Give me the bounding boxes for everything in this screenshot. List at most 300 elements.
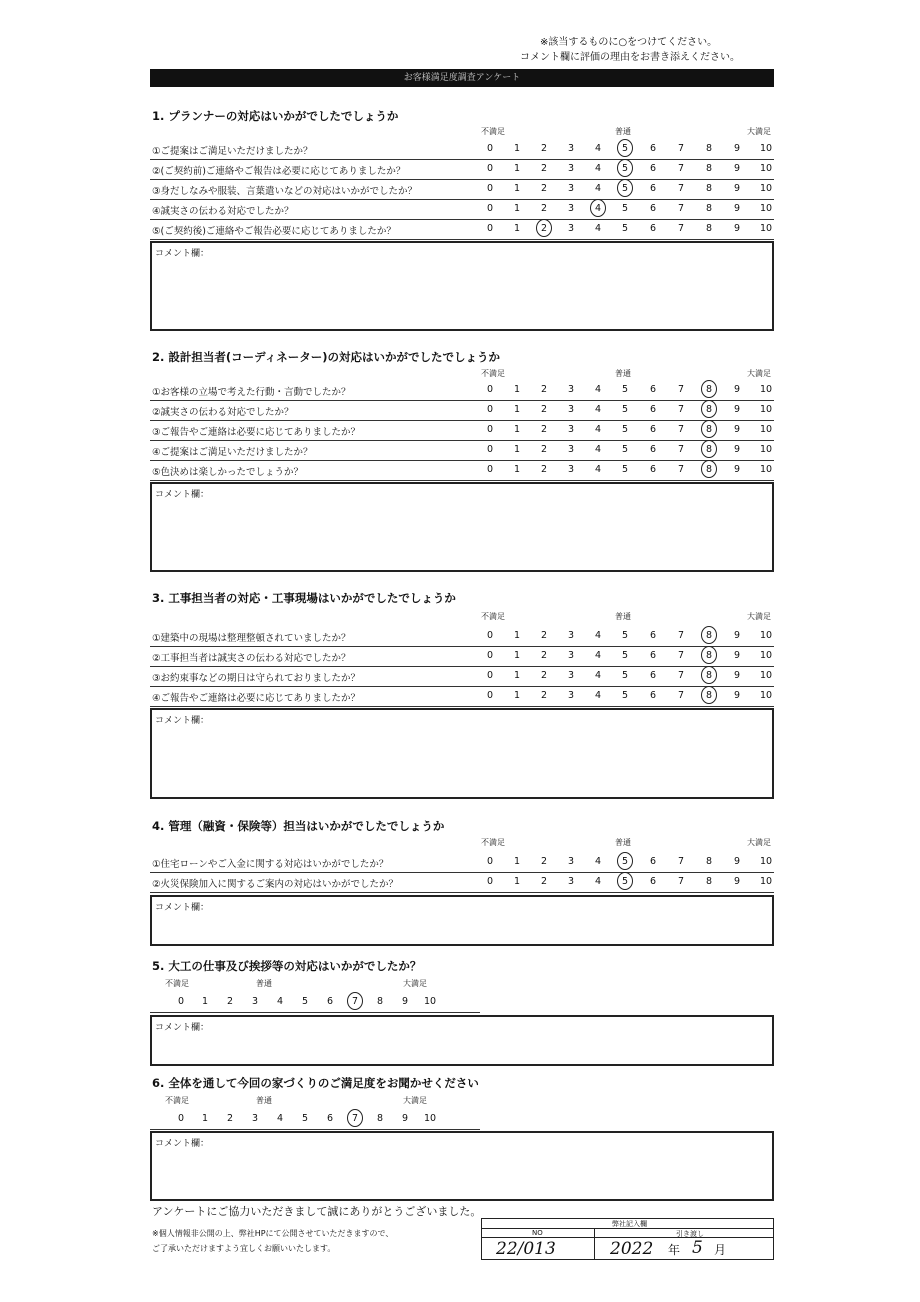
rating-option-0[interactable]: 0 — [486, 690, 494, 701]
question-row — [150, 159, 774, 180]
rating-option-1[interactable]: 1 — [513, 464, 521, 475]
rating-option-7[interactable]: 7 — [677, 163, 685, 174]
scale-label-high: 大満足 — [747, 838, 771, 847]
rating-option-7[interactable]: 7 — [677, 424, 685, 435]
rating-option-10[interactable]: 10 — [759, 690, 773, 701]
rating-option-6[interactable]: 6 — [649, 183, 657, 194]
selected-rating-circle — [617, 852, 633, 870]
rating-option-0[interactable]: 0 — [486, 163, 494, 174]
rating-option-2[interactable]: 2 — [226, 1113, 234, 1124]
rating-option-8[interactable]: 8 — [376, 996, 384, 1007]
section-2-title: 2. 設計担当者(コーディネーター)の対応はいかがでしたでしょうか — [152, 350, 500, 364]
rating-option-5[interactable]: 5 — [621, 183, 629, 194]
comment-label: コメント欄： — [155, 903, 210, 913]
rating-option-9[interactable]: 9 — [733, 143, 741, 154]
rating-option-0[interactable]: 0 — [486, 876, 494, 887]
rating-option-4[interactable]: 4 — [276, 1113, 284, 1124]
handover-month: 5 — [692, 1238, 703, 1258]
rating-option-8[interactable]: 8 — [705, 630, 713, 641]
comment-label: コメント欄： — [155, 1139, 210, 1149]
rating-option-2[interactable]: 2 — [540, 670, 548, 681]
question-text: ②(ご契約前)ご連絡やご報告は必要に応じてありましたか？ — [152, 166, 406, 177]
question-row — [150, 852, 774, 873]
question-text: ①お客様の立場で考えた行動・言動でしたか？ — [152, 387, 351, 398]
question-row — [150, 420, 774, 441]
rating-option-8[interactable]: 8 — [705, 444, 713, 455]
rating-option-2[interactable]: 2 — [540, 630, 548, 641]
rating-option-1[interactable]: 1 — [513, 163, 521, 174]
rating-option-6[interactable]: 6 — [326, 1113, 334, 1124]
rating-option-10[interactable]: 10 — [759, 630, 773, 641]
rating-option-2[interactable]: 2 — [540, 404, 548, 415]
rating-option-10[interactable]: 10 — [759, 183, 773, 194]
rating-option-2[interactable]: 2 — [540, 856, 548, 867]
rating-option-3[interactable]: 3 — [567, 183, 575, 194]
rating-option-4[interactable]: 4 — [594, 690, 602, 701]
rating-option-10[interactable]: 10 — [759, 143, 773, 154]
scale-label-low: 不満足 — [481, 369, 505, 378]
rating-option-8[interactable]: 8 — [705, 670, 713, 681]
rating-option-1[interactable]: 1 — [513, 630, 521, 641]
question-text: ④誠実さの伝わる対応でしたか？ — [152, 206, 294, 217]
rating-option-1[interactable]: 1 — [201, 996, 209, 1007]
section-4-comment-box[interactable] — [150, 895, 774, 946]
rating-option-10[interactable]: 10 — [759, 876, 773, 887]
question-text: ⑤色決めは楽しかったでしょうか？ — [152, 467, 304, 478]
rating-option-8[interactable]: 8 — [705, 384, 713, 395]
question-row — [150, 872, 774, 893]
rating-option-6[interactable]: 6 — [649, 143, 657, 154]
scale-label-low: 不満足 — [165, 1096, 189, 1105]
rating-option-9[interactable]: 9 — [401, 996, 409, 1007]
rating-option-3[interactable]: 3 — [567, 464, 575, 475]
rating-option-4[interactable]: 4 — [594, 650, 602, 661]
rating-option-8[interactable]: 8 — [705, 856, 713, 867]
scale-label-high: 大満足 — [747, 369, 771, 378]
rating-option-0[interactable]: 0 — [486, 223, 494, 234]
scale-label-mid: 普通 — [615, 369, 631, 378]
rating-option-9[interactable]: 9 — [733, 650, 741, 661]
rating-option-10[interactable]: 10 — [759, 856, 773, 867]
rating-option-0[interactable]: 0 — [486, 650, 494, 661]
scale-label-mid: 普通 — [256, 979, 272, 988]
rating-option-5[interactable]: 5 — [621, 670, 629, 681]
rating-option-4[interactable]: 4 — [594, 384, 602, 395]
section-1-comment-box[interactable] — [150, 241, 774, 331]
section-6-comment-box[interactable] — [150, 1131, 774, 1201]
selected-rating-circle — [701, 626, 717, 644]
rating-option-4[interactable]: 4 — [594, 630, 602, 641]
rating-option-1[interactable]: 1 — [513, 876, 521, 887]
rating-option-9[interactable]: 9 — [733, 203, 741, 214]
rating-option-2[interactable]: 2 — [226, 996, 234, 1007]
rating-option-6[interactable]: 6 — [649, 424, 657, 435]
handover-year: 2022 — [610, 1239, 654, 1259]
scale-label-low: 不満足 — [481, 127, 505, 136]
question-row — [150, 179, 774, 200]
rating-option-10[interactable]: 10 — [759, 404, 773, 415]
rating-option-8[interactable]: 8 — [705, 223, 713, 234]
rating-option-1[interactable]: 1 — [513, 223, 521, 234]
selected-rating-circle — [536, 219, 552, 237]
rating-option-5[interactable]: 5 — [621, 650, 629, 661]
rating-option-3[interactable]: 3 — [251, 1113, 259, 1124]
selected-rating-circle — [347, 992, 363, 1010]
selected-rating-circle — [701, 460, 717, 478]
question-row — [150, 199, 774, 220]
rating-option-9[interactable]: 9 — [401, 1113, 409, 1124]
rating-option-8[interactable]: 8 — [705, 404, 713, 415]
month-unit: 月 — [714, 1243, 727, 1257]
section-5-comment-box[interactable] — [150, 1015, 774, 1066]
question-row — [150, 686, 774, 707]
rating-option-5[interactable]: 5 — [301, 996, 309, 1007]
question-text: ③ご報告やご連絡は必要に応じてありましたか？ — [152, 427, 361, 438]
selected-rating-circle — [347, 1109, 363, 1127]
rating-option-9[interactable]: 9 — [733, 876, 741, 887]
rating-option-8[interactable]: 8 — [705, 163, 713, 174]
rating-option-2[interactable]: 2 — [540, 876, 548, 887]
rating-option-10[interactable]: 10 — [759, 223, 773, 234]
rating-option-4[interactable]: 4 — [594, 424, 602, 435]
rating-option-7[interactable]: 7 — [677, 670, 685, 681]
rating-option-1[interactable]: 1 — [513, 856, 521, 867]
rating-option-9[interactable]: 9 — [733, 223, 741, 234]
rating-option-1[interactable]: 1 — [513, 404, 521, 415]
question-row — [150, 666, 774, 687]
rating-option-10[interactable]: 10 — [759, 384, 773, 395]
scale-label-mid: 普通 — [615, 838, 631, 847]
instruction-note-2: コメント欄に評価の理由をお書き添えください。 — [520, 52, 740, 63]
rating-option-6[interactable]: 6 — [649, 650, 657, 661]
rating-option-6[interactable]: 6 — [649, 444, 657, 455]
rating-option-7[interactable]: 7 — [677, 444, 685, 455]
rating-option-0[interactable]: 0 — [486, 384, 494, 395]
question-text: ②誠実さの伝わる対応でしたか？ — [152, 407, 294, 418]
rating-option-0[interactable]: 0 — [486, 404, 494, 415]
privacy-note-2: ご了承いただけますよう宜しくお願いいたします。 — [152, 1244, 336, 1253]
selected-rating-circle — [701, 380, 717, 398]
selected-rating-circle — [701, 420, 717, 438]
rating-option-6[interactable]: 6 — [649, 223, 657, 234]
rating-option-10[interactable]: 10 — [759, 163, 773, 174]
rating-option-2[interactable]: 2 — [540, 424, 548, 435]
rating-option-10[interactable]: 10 — [759, 650, 773, 661]
privacy-note-1: ※個人情報非公開の上、弊社HPにて公開させていただきますので、 — [152, 1229, 394, 1238]
rating-option-6[interactable]: 6 — [649, 670, 657, 681]
rating-option-10[interactable]: 10 — [423, 1113, 437, 1124]
question-row — [150, 460, 774, 481]
rating-option-5[interactable]: 5 — [621, 690, 629, 701]
selected-rating-circle — [590, 199, 606, 217]
question-text: ③身だしなみや服装、言葉遣いなどの対応はいかがでしたか？ — [152, 186, 418, 197]
rating-option-2[interactable]: 2 — [540, 183, 548, 194]
rating-option-6[interactable]: 6 — [649, 163, 657, 174]
rating-option-9[interactable]: 9 — [733, 404, 741, 415]
scale-label-high: 大満足 — [403, 979, 427, 988]
instruction-note-1: ※該当するものに○をつけてください。 — [540, 37, 718, 48]
rating-option-4[interactable]: 4 — [594, 876, 602, 887]
rating-option-4[interactable]: 4 — [594, 404, 602, 415]
rating-option-6[interactable]: 6 — [326, 996, 334, 1007]
rating-option-9[interactable]: 9 — [733, 444, 741, 455]
rating-option-10[interactable]: 10 — [759, 424, 773, 435]
rating-option-0[interactable]: 0 — [486, 444, 494, 455]
scale-label-high: 大満足 — [747, 127, 771, 136]
selected-rating-circle — [617, 179, 633, 197]
rating-option-9[interactable]: 9 — [733, 384, 741, 395]
rating-option-7[interactable]: 7 — [677, 464, 685, 475]
office-use-table — [481, 1218, 774, 1260]
selected-rating-circle — [701, 666, 717, 684]
comment-label: コメント欄： — [155, 249, 210, 259]
rating-option-9[interactable]: 9 — [733, 630, 741, 641]
rating-option-6[interactable]: 6 — [649, 876, 657, 887]
question-row — [150, 646, 774, 667]
rating-option-4[interactable]: 4 — [594, 183, 602, 194]
rating-option-8[interactable]: 8 — [705, 203, 713, 214]
rating-option-1[interactable]: 1 — [513, 143, 521, 154]
no-label: NO — [532, 1229, 543, 1237]
rating-option-5[interactable]: 5 — [621, 444, 629, 455]
rating-option-3[interactable]: 3 — [251, 996, 259, 1007]
rating-option-7[interactable]: 7 — [677, 856, 685, 867]
rating-option-9[interactable]: 9 — [733, 424, 741, 435]
question-text: ④ご提案はご満足いただけましたか？ — [152, 447, 313, 458]
rating-option-7[interactable]: 7 — [677, 630, 685, 641]
rating-option-9[interactable]: 9 — [733, 464, 741, 475]
year-unit: 年 — [668, 1243, 681, 1257]
selected-rating-circle — [617, 872, 633, 890]
rating-option-5[interactable]: 5 — [621, 203, 629, 214]
rating-option-3[interactable]: 3 — [567, 690, 575, 701]
selected-rating-circle — [701, 686, 717, 704]
rating-option-5[interactable]: 5 — [621, 424, 629, 435]
rating-option-0[interactable]: 0 — [177, 996, 185, 1007]
scale-label-high: 大満足 — [747, 612, 771, 621]
rating-option-5[interactable]: 5 — [621, 630, 629, 641]
rating-option-2[interactable]: 2 — [540, 223, 548, 234]
rating-option-9[interactable]: 9 — [733, 163, 741, 174]
rating-option-5[interactable]: 5 — [621, 384, 629, 395]
rating-option-10[interactable]: 10 — [423, 996, 437, 1007]
rating-option-3[interactable]: 3 — [567, 444, 575, 455]
rating-option-3[interactable]: 3 — [567, 223, 575, 234]
question-text: ③お約束事などの期日は守られておりましたか？ — [152, 673, 361, 684]
rating-option-5[interactable]: 5 — [621, 876, 629, 887]
rating-option-4[interactable]: 4 — [594, 670, 602, 681]
rating-option-1[interactable]: 1 — [513, 183, 521, 194]
rating-option-3[interactable]: 3 — [567, 856, 575, 867]
rating-option-7[interactable]: 7 — [677, 690, 685, 701]
survey-number: 22/013 — [496, 1239, 556, 1259]
question-row — [150, 400, 774, 421]
selected-rating-circle — [701, 440, 717, 458]
rating-option-0[interactable]: 0 — [177, 1113, 185, 1124]
question-text: ④ご報告やご連絡は必要に応じてありましたか？ — [152, 693, 361, 704]
scale-label-low: 不満足 — [481, 838, 505, 847]
rating-option-0[interactable]: 0 — [486, 183, 494, 194]
rating-option-7[interactable]: 7 — [677, 650, 685, 661]
selected-rating-circle — [617, 139, 633, 157]
rating-option-6[interactable]: 6 — [649, 690, 657, 701]
rating-option-3[interactable]: 3 — [567, 670, 575, 681]
rating-option-2[interactable]: 2 — [540, 690, 548, 701]
rating-row — [150, 992, 480, 1013]
rating-option-7[interactable]: 7 — [677, 404, 685, 415]
question-row — [150, 219, 774, 240]
section-4-title: 4. 管理（融資・保険等）担当はいかがでしたでしょうか — [152, 819, 445, 833]
rating-option-7[interactable]: 7 — [677, 183, 685, 194]
rating-option-1[interactable]: 1 — [201, 1113, 209, 1124]
rating-option-1[interactable]: 1 — [513, 424, 521, 435]
rating-option-7[interactable]: 7 — [351, 1113, 359, 1124]
rating-option-7[interactable]: 7 — [677, 203, 685, 214]
rating-option-1[interactable]: 1 — [513, 203, 521, 214]
rating-option-1[interactable]: 1 — [513, 650, 521, 661]
selected-rating-circle — [617, 159, 633, 177]
rating-option-5[interactable]: 5 — [621, 143, 629, 154]
rating-option-6[interactable]: 6 — [649, 630, 657, 641]
comment-label: コメント欄： — [155, 490, 210, 500]
rating-option-4[interactable]: 4 — [594, 163, 602, 174]
rating-option-10[interactable]: 10 — [759, 203, 773, 214]
scale-label-low: 不満足 — [165, 979, 189, 988]
selected-rating-circle — [701, 646, 717, 664]
question-text: ①住宅ローンやご入金に関する対応はいかがでしたか？ — [152, 859, 389, 870]
rating-option-8[interactable]: 8 — [705, 424, 713, 435]
rating-option-4[interactable]: 4 — [594, 203, 602, 214]
rating-option-0[interactable]: 0 — [486, 630, 494, 641]
rating-option-7[interactable]: 7 — [677, 384, 685, 395]
rating-option-8[interactable]: 8 — [705, 143, 713, 154]
rating-option-3[interactable]: 3 — [567, 384, 575, 395]
rating-option-3[interactable]: 3 — [567, 650, 575, 661]
rating-option-0[interactable]: 0 — [486, 203, 494, 214]
handover-label: 引き渡し — [676, 1230, 704, 1238]
rating-option-8[interactable]: 8 — [705, 876, 713, 887]
rating-option-9[interactable]: 9 — [733, 670, 741, 681]
rating-option-5[interactable]: 5 — [621, 404, 629, 415]
rating-option-3[interactable]: 3 — [567, 876, 575, 887]
comment-label: コメント欄： — [155, 1023, 210, 1033]
question-row — [150, 626, 774, 647]
rating-option-5[interactable]: 5 — [301, 1113, 309, 1124]
rating-option-0[interactable]: 0 — [486, 670, 494, 681]
rating-option-4[interactable]: 4 — [594, 143, 602, 154]
question-text: ②火災保険加入に関するご案内の対応はいかがでしたか？ — [152, 879, 399, 890]
rating-option-1[interactable]: 1 — [513, 670, 521, 681]
rating-option-7[interactable]: 7 — [677, 876, 685, 887]
scale-label-high: 大満足 — [403, 1096, 427, 1105]
scale-label-low: 不満足 — [481, 612, 505, 621]
rating-option-8[interactable]: 8 — [705, 690, 713, 701]
question-text: ①ご提案はご満足いただけましたか？ — [152, 146, 313, 157]
rating-option-6[interactable]: 6 — [649, 203, 657, 214]
rating-option-2[interactable]: 2 — [540, 464, 548, 475]
rating-option-2[interactable]: 2 — [540, 143, 548, 154]
question-row — [150, 139, 774, 160]
rating-option-0[interactable]: 0 — [486, 143, 494, 154]
section-2-comment-box[interactable] — [150, 482, 774, 572]
rating-option-0[interactable]: 0 — [486, 856, 494, 867]
rating-option-8[interactable]: 8 — [705, 650, 713, 661]
rating-option-9[interactable]: 9 — [733, 183, 741, 194]
rating-option-4[interactable]: 4 — [594, 856, 602, 867]
rating-option-10[interactable]: 10 — [759, 444, 773, 455]
rating-option-6[interactable]: 6 — [649, 404, 657, 415]
rating-option-4[interactable]: 4 — [594, 223, 602, 234]
rating-option-2[interactable]: 2 — [540, 163, 548, 174]
section-3-comment-box[interactable] — [150, 708, 774, 799]
rating-option-5[interactable]: 5 — [621, 464, 629, 475]
scale-label-mid: 普通 — [615, 127, 631, 136]
question-text: ①建築中の現場は整理整頓されていましたか？ — [152, 633, 351, 644]
rating-option-2[interactable]: 2 — [540, 203, 548, 214]
rating-option-0[interactable]: 0 — [486, 424, 494, 435]
question-row — [150, 380, 774, 401]
rating-option-3[interactable]: 3 — [567, 424, 575, 435]
rating-option-7[interactable]: 7 — [677, 223, 685, 234]
section-6-title: 6. 全体を通して今回の家づくりのご満足度をお聞かせください — [152, 1076, 479, 1090]
rating-option-2[interactable]: 2 — [540, 384, 548, 395]
rating-option-3[interactable]: 3 — [567, 163, 575, 174]
rating-option-4[interactable]: 4 — [594, 444, 602, 455]
rating-option-1[interactable]: 1 — [513, 444, 521, 455]
rating-option-5[interactable]: 5 — [621, 223, 629, 234]
rating-option-9[interactable]: 9 — [733, 856, 741, 867]
section-1-title: 1. プランナーの対応はいかがでしたでしょうか — [152, 109, 399, 123]
rating-option-4[interactable]: 4 — [276, 996, 284, 1007]
section-5-title: 5. 大工の仕事及び挨拶等の対応はいかがでしたか？ — [152, 959, 422, 973]
selected-rating-circle — [701, 400, 717, 418]
rating-option-5[interactable]: 5 — [621, 856, 629, 867]
scale-label-mid: 普通 — [256, 1096, 272, 1105]
rating-option-8[interactable]: 8 — [705, 183, 713, 194]
thanks-message: アンケートにご協力いただきまして誠にありがとうございました。 — [152, 1205, 482, 1218]
rating-option-8[interactable]: 8 — [705, 464, 713, 475]
comment-label: コメント欄： — [155, 716, 210, 726]
question-text: ②工事担当者は誠実さの伝わる対応でしたか？ — [152, 653, 351, 664]
section-3-title: 3. 工事担当者の対応・工事現場はいかがでしたでしょうか — [152, 591, 456, 605]
rating-option-3[interactable]: 3 — [567, 143, 575, 154]
question-text: ⑤(ご契約後)ご連絡やご報告必要に応じてありましたか？ — [152, 226, 396, 237]
rating-option-10[interactable]: 10 — [759, 464, 773, 475]
rating-option-2[interactable]: 2 — [540, 650, 548, 661]
rating-option-1[interactable]: 1 — [513, 690, 521, 701]
rating-option-6[interactable]: 6 — [649, 384, 657, 395]
rating-option-3[interactable]: 3 — [567, 630, 575, 641]
rating-option-1[interactable]: 1 — [513, 384, 521, 395]
rating-option-0[interactable]: 0 — [486, 464, 494, 475]
rating-option-3[interactable]: 3 — [567, 203, 575, 214]
rating-option-3[interactable]: 3 — [567, 404, 575, 415]
rating-option-2[interactable]: 2 — [540, 444, 548, 455]
rating-option-8[interactable]: 8 — [376, 1113, 384, 1124]
office-use-header: 弊社記入欄 — [612, 1220, 647, 1228]
rating-option-6[interactable]: 6 — [649, 464, 657, 475]
survey-title-banner: お客様満足度調査アンケート — [150, 69, 774, 87]
rating-option-4[interactable]: 4 — [594, 464, 602, 475]
rating-option-9[interactable]: 9 — [733, 690, 741, 701]
rating-row — [150, 1109, 480, 1130]
rating-option-10[interactable]: 10 — [759, 670, 773, 681]
rating-option-7[interactable]: 7 — [677, 143, 685, 154]
rating-option-7[interactable]: 7 — [351, 996, 359, 1007]
rating-option-5[interactable]: 5 — [621, 163, 629, 174]
rating-option-6[interactable]: 6 — [649, 856, 657, 867]
scale-label-mid: 普通 — [615, 612, 631, 621]
